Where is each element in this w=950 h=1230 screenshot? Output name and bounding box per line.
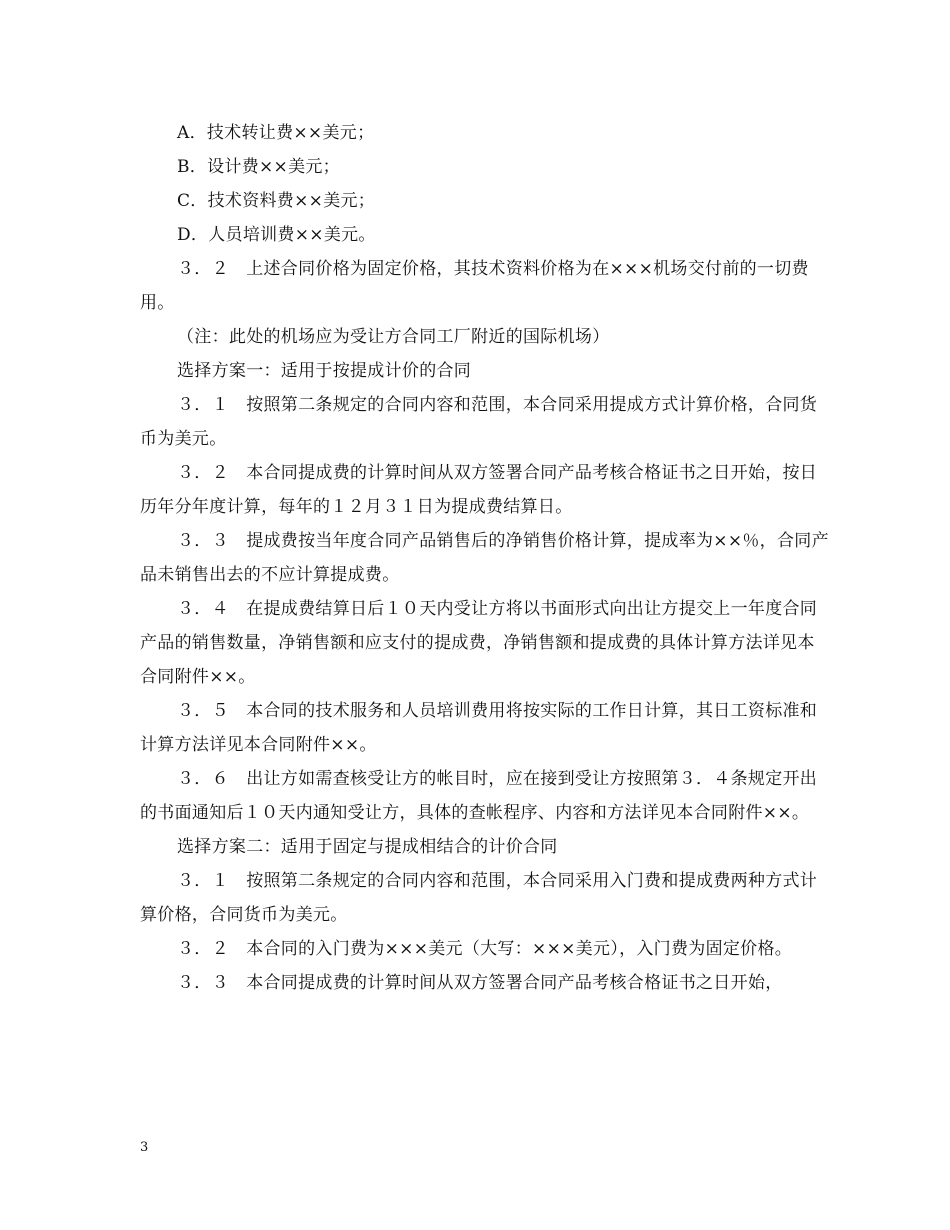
paragraph: ３．２ 本合同提成费的计算时间从双方签署合同产品考核合格证书之日开始，按日历年分年度计算，每年的１２月３１日为提成费结算日。 bbox=[140, 463, 818, 517]
paragraph: C．技术资料费××美元； bbox=[177, 191, 376, 211]
option-heading: 选择方案二：适用于固定与提成相结合的计价合同 bbox=[177, 837, 558, 857]
option-heading: 选择方案一：适用于按提成计价的合同 bbox=[177, 361, 472, 381]
paragraph: ３．１ 按照第二条规定的合同内容和范围，本合同采用提成方式计算价格，合同货币为美元。 bbox=[140, 395, 818, 449]
document-body bbox=[140, 116, 830, 1000]
paragraph: ３．３ 提成费按当年度合同产品销售后的净销售价格计算，提成率为××％，合同产品未销售出去的不应计算提成费。 bbox=[140, 531, 829, 585]
note-paragraph: （注：此处的机场应为受让方合同工厂附近的国际机场） bbox=[177, 327, 610, 347]
paragraph: D．人员培训费××美元。 bbox=[177, 225, 376, 245]
paragraph: ３．２ 上述合同价格为固定价格，其技术资料价格为在×××机场交付前的一切费用。 bbox=[140, 259, 809, 313]
paragraph: ３．６ 出让方如需查核受让方的帐目时，应在接到受让方按照第３．４条规定开出的书面通知后１０天内通知受让方，具体的查帐程序、内容和方法详见本合同附件××。 bbox=[140, 769, 818, 823]
paragraph: ３．２ 本合同的入门费为×××美元（大写：×××美元），入门费为固定价格。 bbox=[177, 939, 793, 959]
paragraph: ３．４ 在提成费结算日后１０天内受让方将以书面形式向出让方提交上一年度合同产品的销售数量，净销售额和应支付的提成费，净销售额和提成费的具体计算方法详见本合同附件××。 bbox=[140, 599, 818, 687]
paragraph: B．设计费××美元； bbox=[177, 157, 340, 177]
paragraph: A．技术转让费××美元； bbox=[177, 123, 375, 143]
page-number: 3 bbox=[140, 1140, 149, 1155]
paragraph: ３．１ 按照第二条规定的合同内容和范围，本合同采用入门费和提成费两种方式计算价格，合同货币为美元。 bbox=[140, 871, 818, 925]
paragraph: ３．３ 本合同提成费的计算时间从双方签署合同产品考核合格证书之日开始， bbox=[177, 973, 783, 993]
paragraph: ３．５ 本合同的技术服务和人员培训费用将按实际的工作日计算，其日工资标准和计算方法详见本合同附件××。 bbox=[140, 701, 818, 755]
